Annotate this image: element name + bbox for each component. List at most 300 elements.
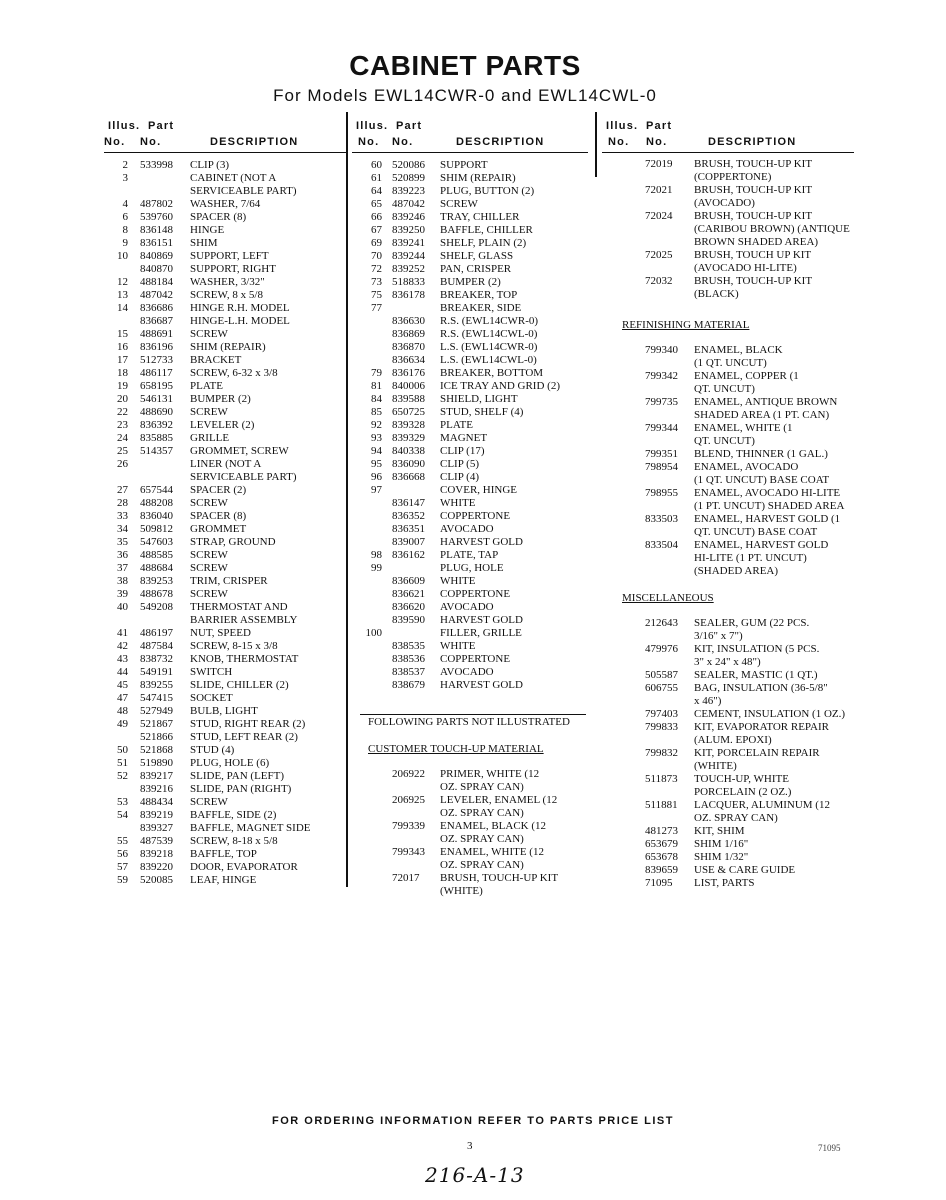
part-number: 836609 [392, 575, 425, 587]
illus-number: 70 [371, 250, 382, 262]
part-description: ENAMEL, HARVEST GOLD (1 [694, 513, 841, 525]
part-row [352, 393, 588, 406]
part-row [104, 302, 346, 315]
illus-number: 43 [117, 653, 128, 665]
part-description: ENAMEL, BLACK [694, 344, 783, 356]
part-row [104, 731, 346, 744]
part-description: SOCKET [190, 692, 233, 704]
part-row [104, 770, 346, 783]
part-row-continuation [602, 695, 854, 708]
illus-number: 16 [117, 341, 128, 353]
illus-number: 64 [371, 185, 382, 197]
part-row [602, 461, 854, 474]
illus-number: 40 [117, 601, 128, 613]
part-number: 835885 [140, 432, 173, 444]
part-description: ENAMEL, BLACK (12 [440, 820, 547, 832]
part-description: HARVEST GOLD [440, 679, 523, 691]
part-number: 839216 [140, 783, 173, 795]
part-row [104, 796, 346, 809]
part-row [104, 848, 346, 861]
part-row [602, 344, 854, 357]
part-row [352, 536, 588, 549]
part-description: CLIP (17) [440, 445, 485, 457]
part-number: 839588 [392, 393, 425, 405]
part-row [602, 210, 854, 223]
part-description: AVOCADO [440, 666, 494, 678]
part-row [104, 627, 346, 640]
part-description: SCREW, 6-32 x 3/8 [190, 367, 278, 379]
illus-number: 37 [117, 562, 128, 574]
part-row [352, 341, 588, 354]
part-number: 836196 [140, 341, 173, 353]
part-number: 839252 [392, 263, 425, 275]
part-number: 799342 [645, 370, 678, 382]
part-description: (1 QT. UNCUT) BASE COAT [694, 474, 830, 486]
part-row [104, 367, 346, 380]
part-description: R.S. (EWL14CWR-0) [440, 315, 539, 327]
part-row [352, 523, 588, 536]
part-row-continuation [602, 171, 854, 184]
part-description: WASHER, 3/32" [190, 276, 265, 288]
part-row [352, 354, 588, 367]
part-number: 840869 [140, 250, 173, 262]
part-row [602, 422, 854, 435]
illus-number: 18 [117, 367, 128, 379]
part-description: LACQUER, ALUMINUM (12 [694, 799, 830, 811]
part-row [104, 341, 346, 354]
part-description: COVER, HINGE [440, 484, 517, 496]
part-description: SERVICEABLE PART) [190, 185, 297, 197]
illus-number: 66 [371, 211, 382, 223]
part-number: 658195 [140, 380, 173, 392]
part-row [602, 370, 854, 383]
parts-column-2 [352, 116, 588, 898]
part-description: SCREW, 8-15 x 3/8 [190, 640, 278, 652]
part-row [352, 250, 588, 263]
part-description: TRIM, CRISPER [190, 575, 268, 587]
part-description: BUMPER (2) [440, 276, 501, 288]
part-number: 606755 [645, 682, 678, 694]
part-row-continuation [602, 734, 854, 747]
handwritten-annotation: 216-A-13 [425, 1163, 525, 1187]
illus-number: 100 [365, 627, 382, 639]
customer-touchup-heading: CUSTOMER TOUCH-UP MATERIAL [368, 743, 544, 755]
part-row-continuation [602, 812, 854, 825]
part-description: CEMENT, INSULATION (1 OZ.) [694, 708, 846, 720]
illus-number: 8 [122, 224, 128, 236]
part-number: 799343 [392, 846, 425, 858]
part-number: 481273 [645, 825, 678, 837]
part-description: LIST, PARTS [694, 877, 755, 889]
part-description: BRUSH, TOUCH UP KIT [694, 249, 812, 261]
part-row [104, 510, 346, 523]
illus-number: 38 [117, 575, 128, 587]
part-number: 520899 [392, 172, 425, 184]
part-description: COPPERTONE [440, 653, 511, 665]
part-row [352, 445, 588, 458]
part-number: 488691 [140, 328, 173, 340]
illus-number: 20 [117, 393, 128, 405]
part-number: 488208 [140, 497, 173, 509]
part-description: PLATE [190, 380, 223, 392]
illus-number: 85 [371, 406, 382, 418]
part-description: OZ. SPRAY CAN) [440, 807, 524, 819]
part-description: USE & CARE GUIDE [694, 864, 796, 876]
part-description: SCREW [190, 549, 228, 561]
illus-number: 81 [371, 380, 382, 392]
part-row [104, 874, 346, 887]
part-row [352, 224, 588, 237]
part-row [104, 523, 346, 536]
part-row [352, 679, 588, 692]
part-number: 839329 [392, 432, 425, 444]
spacer [602, 605, 854, 617]
part-row [104, 562, 346, 575]
illus-number: 65 [371, 198, 382, 210]
part-description: BAFFLE, MAGNET SIDE [190, 822, 311, 834]
part-description: x 46") [694, 695, 722, 707]
part-description: WHITE [440, 575, 476, 587]
part-no-header: No. [646, 136, 668, 148]
illus-number: 98 [371, 549, 382, 561]
part-description: OZ. SPRAY CAN) [440, 781, 524, 793]
illus-number: 2 [122, 159, 128, 171]
part-number: 527949 [140, 705, 173, 717]
illus-header: Illus. [606, 120, 639, 132]
part-row [104, 705, 346, 718]
part-description: 3" x 24" x 48") [694, 656, 761, 668]
illus-number: 41 [117, 627, 128, 639]
part-row [104, 653, 346, 666]
part-description: (WHITE) [440, 885, 483, 897]
column-header [352, 116, 588, 153]
part-row [104, 172, 346, 185]
illus-number: 26 [117, 458, 128, 470]
part-description: SCREW [190, 497, 228, 509]
part-row [352, 575, 588, 588]
illus-number: 33 [117, 510, 128, 522]
part-row [602, 773, 854, 786]
part-row [352, 237, 588, 250]
ordering-note: FOR ORDERING INFORMATION REFER TO PARTS PRICE LIST [272, 1115, 674, 1127]
part-row [104, 237, 346, 250]
part-description: SPACER (8) [190, 211, 247, 223]
part-row-continuation [104, 471, 346, 484]
part-number: 799344 [645, 422, 678, 434]
illus-number: 25 [117, 445, 128, 457]
parts-column-1 [104, 116, 346, 887]
illus-number: 10 [117, 250, 128, 262]
page-subtitle: For Models EWL14CWR-0 and EWL14CWL-0 [273, 86, 657, 105]
illus-number: 94 [371, 445, 382, 457]
page-number: 3 [467, 1140, 473, 1152]
part-description: SCREW, 8 x 5/8 [190, 289, 263, 301]
part-row [104, 445, 346, 458]
part-description: CLIP (5) [440, 458, 480, 470]
part-number: 836162 [392, 549, 425, 561]
part-description: TOUCH-UP, WHITE [694, 773, 789, 785]
part-number: 72021 [645, 184, 673, 196]
part-row-continuation [602, 197, 854, 210]
part-number: 839659 [645, 864, 678, 876]
part-number: 836040 [140, 510, 173, 522]
part-description: STUD, SHELF (4) [440, 406, 524, 418]
part-row-continuation [352, 781, 588, 794]
part-number: 839255 [140, 679, 173, 691]
part-description: WHITE [440, 497, 476, 509]
part-description: LEAF, HINGE [190, 874, 257, 886]
illus-number: 28 [117, 497, 128, 509]
part-description: SHIM (REPAIR) [190, 341, 266, 353]
part-no-header: No. [392, 136, 414, 148]
part-description: BRUSH, TOUCH-UP KIT [694, 158, 813, 170]
page-title: CABINET PARTS [349, 50, 581, 81]
part-description: KIT, PORCELAIN REPAIR [694, 747, 820, 759]
illus-number: 57 [117, 861, 128, 873]
part-row-continuation [602, 552, 854, 565]
part-row [352, 588, 588, 601]
part-number: 839241 [392, 237, 425, 249]
part-description: BRUSH, TOUCH-UP KIT [694, 275, 813, 287]
part-row [104, 406, 346, 419]
part-description: AVOCADO [440, 523, 494, 535]
illus-number: 15 [117, 328, 128, 340]
part-number: 72024 [645, 210, 673, 222]
part-number: 487042 [392, 198, 425, 210]
part-number: 836634 [392, 354, 425, 366]
part-number: 798954 [645, 461, 678, 473]
illus-number: 49 [117, 718, 128, 730]
part-description: QT. UNCUT) [694, 435, 755, 447]
illus-number: 69 [371, 237, 382, 249]
part-description: SHIM 1/32" [694, 851, 749, 863]
part-number: 479976 [645, 643, 678, 655]
part-number: 653678 [645, 851, 678, 863]
part-description: PLATE, TAP [440, 549, 499, 561]
part-number: 546131 [140, 393, 173, 405]
part-description: BARRIER ASSEMBLY [190, 614, 298, 626]
part-row [352, 302, 588, 315]
part-row [352, 419, 588, 432]
illus-number: 79 [371, 367, 382, 379]
part-number: 839246 [392, 211, 425, 223]
illus-number: 50 [117, 744, 128, 756]
part-description: SWITCH [190, 666, 233, 678]
illus-number: 84 [371, 393, 382, 405]
part-description: L.S. (EWL14CWR-0) [440, 341, 538, 353]
illus-number: 23 [117, 419, 128, 431]
part-description: SCREW [190, 328, 228, 340]
part-description: BAFFLE, TOP [190, 848, 257, 860]
part-description: HI-LITE (1 PT. UNCUT) [694, 552, 807, 564]
not-illustrated-heading: FOLLOWING PARTS NOT ILLUSTRATED [368, 716, 570, 728]
part-row [104, 861, 346, 874]
part-description: SPACER (8) [190, 510, 247, 522]
part-number: 539760 [140, 211, 173, 223]
part-row [352, 497, 588, 510]
part-row [602, 825, 854, 838]
part-number: 839327 [140, 822, 173, 834]
part-description: HINGE R.H. MODEL [190, 302, 290, 314]
part-row [602, 838, 854, 851]
part-number: 520086 [392, 159, 425, 171]
part-number: 836869 [392, 328, 425, 340]
part-number: 836351 [392, 523, 425, 535]
part-description: SCREW [190, 406, 228, 418]
part-row [352, 211, 588, 224]
part-row [104, 783, 346, 796]
part-number: 488684 [140, 562, 173, 574]
part-number: 838536 [392, 653, 425, 665]
illus-number: 39 [117, 588, 128, 600]
part-number: 836870 [392, 341, 425, 353]
parts-column-3 [602, 116, 854, 890]
part-number: 838732 [140, 653, 173, 665]
part-description: SCREW [190, 562, 228, 574]
part-number: 488678 [140, 588, 173, 600]
part-row [104, 419, 346, 432]
part-row [352, 653, 588, 666]
column-divider [346, 112, 348, 887]
part-number: 511873 [645, 773, 678, 785]
part-description: (WHITE) [694, 760, 737, 772]
part-row [352, 367, 588, 380]
part-description: QT. UNCUT) BASE COAT [694, 526, 818, 538]
part-row-continuation [602, 474, 854, 487]
part-header: Part [396, 120, 423, 132]
illus-number: 19 [117, 380, 128, 392]
part-description: SLIDE, PAN (RIGHT) [190, 783, 292, 795]
spacer [352, 756, 588, 768]
part-number: 799833 [645, 721, 678, 733]
part-description: KIT, SHIM [694, 825, 745, 837]
part-number: 521868 [140, 744, 173, 756]
part-number: 487539 [140, 835, 173, 847]
illus-number: 99 [371, 562, 382, 574]
part-row [352, 159, 588, 172]
part-row [602, 669, 854, 682]
part-description: (ALUM. EPOXI) [694, 734, 772, 746]
part-row [104, 809, 346, 822]
part-description: 3/16" x 7") [694, 630, 743, 642]
part-number: 836352 [392, 510, 425, 522]
part-description: NUT, SPEED [190, 627, 251, 639]
part-description: ENAMEL, WHITE (1 [694, 422, 793, 434]
illus-number: 34 [117, 523, 128, 535]
part-description: PLUG, BUTTON (2) [440, 185, 535, 197]
part-number: 839250 [392, 224, 425, 236]
part-row [352, 627, 588, 640]
part-row [602, 158, 854, 171]
part-number: 836620 [392, 601, 425, 613]
part-row [104, 263, 346, 276]
part-number: 840338 [392, 445, 425, 457]
part-description: BROWN SHADED AREA) [694, 236, 819, 248]
part-row [352, 820, 588, 833]
illus-number: 42 [117, 640, 128, 652]
part-row [104, 666, 346, 679]
part-number: 838537 [392, 666, 425, 678]
illus-number: 55 [117, 835, 128, 847]
part-number: 799735 [645, 396, 678, 408]
part-number: 799340 [645, 344, 678, 356]
part-number: 838535 [392, 640, 425, 652]
part-description: HARVEST GOLD [440, 536, 523, 548]
part-number: 836686 [140, 302, 173, 314]
part-description: BRACKET [190, 354, 242, 366]
part-description: (BLACK) [694, 288, 739, 300]
part-row [602, 643, 854, 656]
part-row [104, 718, 346, 731]
part-description: BRUSH, TOUCH-UP KIT [440, 872, 559, 884]
part-row-continuation [602, 526, 854, 539]
part-row [352, 484, 588, 497]
part-row [352, 289, 588, 302]
part-row [602, 539, 854, 552]
description-header: DESCRIPTION [210, 136, 299, 148]
illus-number: 96 [371, 471, 382, 483]
illus-number: 73 [371, 276, 382, 288]
illus-number: 56 [117, 848, 128, 860]
illus-number: 9 [122, 237, 128, 249]
document-code: 71095 [818, 1143, 841, 1153]
part-row [352, 768, 588, 781]
part-row [352, 666, 588, 679]
part-description: LEVELER (2) [190, 419, 255, 431]
part-row [104, 575, 346, 588]
part-row-continuation [602, 760, 854, 773]
part-number: 486117 [140, 367, 173, 379]
part-number: 518833 [392, 276, 425, 288]
part-row [104, 393, 346, 406]
part-description: BRUSH, TOUCH-UP KIT [694, 184, 813, 196]
part-row [602, 877, 854, 890]
part-row [104, 640, 346, 653]
part-row [104, 757, 346, 770]
illus-number: 67 [371, 224, 382, 236]
part-description: SHELF, GLASS [440, 250, 514, 262]
part-description: PLUG, HOLE (6) [190, 757, 270, 769]
part-row [104, 588, 346, 601]
part-row [104, 432, 346, 445]
illus-number: 6 [122, 211, 128, 223]
part-number: 547415 [140, 692, 173, 704]
part-row-continuation [352, 833, 588, 846]
part-number: 799832 [645, 747, 678, 759]
part-row-continuation [352, 859, 588, 872]
part-description: BUMPER (2) [190, 393, 251, 405]
part-row [104, 328, 346, 341]
part-number: 839244 [392, 250, 425, 262]
part-row [352, 198, 588, 211]
part-row-continuation [602, 409, 854, 422]
part-description: BLEND, THINNER (1 GAL.) [694, 448, 828, 460]
part-row-continuation [602, 262, 854, 275]
part-header: Part [148, 120, 175, 132]
part-description: GROMMET, SCREW [190, 445, 289, 457]
part-description: KIT, EVAPORATOR REPAIR [694, 721, 829, 733]
part-description: CLIP (3) [190, 159, 230, 171]
part-description: GROMMET [190, 523, 247, 535]
part-row [104, 354, 346, 367]
illus-number: 36 [117, 549, 128, 561]
illus-number: 17 [117, 354, 128, 366]
part-row-continuation [602, 383, 854, 396]
part-row-continuation [602, 435, 854, 448]
part-number: 511881 [645, 799, 678, 811]
part-description: (1 QT. UNCUT) [694, 357, 767, 369]
part-number: 487584 [140, 640, 173, 652]
